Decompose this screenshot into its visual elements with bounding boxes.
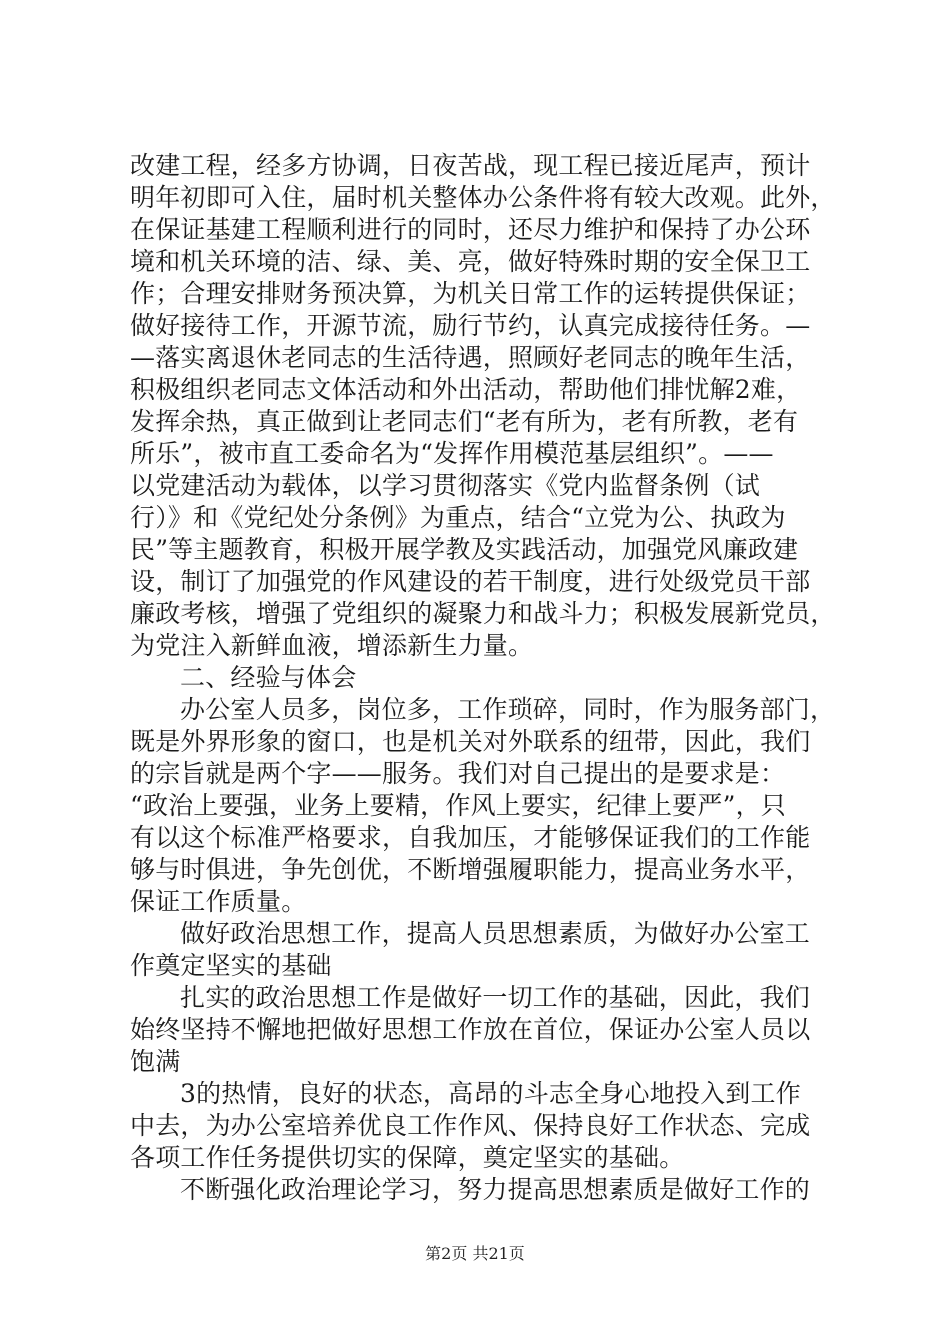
text-line: 作；合理安排财务预决算，为机关日常工作的运转提供保证； [130, 279, 811, 308]
text-line: 饱满 [130, 1047, 181, 1076]
page-number-label: 第2页 共21页 [425, 1244, 525, 1263]
text-line: 既是外界形象的窗口，也是机关对外联系的纽带，因此，我们 [130, 727, 811, 756]
text-line: 境和机关环境的洁、绿、美、亮，做好特殊时期的安全保卫工 [130, 247, 811, 276]
page-footer [0, 1244, 950, 1264]
text-line: 的宗旨就是两个字——服务。我们对自己提出的是要求是： [130, 759, 786, 788]
text-line: 行）》和《党纪处分条例》为重点，结合“立党为公、执政为 [130, 503, 786, 532]
text-line: 为党注入新鲜血液，增添新生力量。 [130, 631, 534, 660]
text-line: 不断强化政治理论学习，努力提高思想素质是做好工作的 [180, 1175, 811, 1204]
text-line: 做好政治思想工作，提高人员思想素质，为做好办公室工 [180, 919, 811, 948]
text-line: 二、经验与体会 [180, 663, 357, 692]
text-line: 够与时俱进，争先创优，不断增强履职能力，提高业务水平， [130, 855, 811, 884]
text-line: 中去，为办公室培养优良工作作风、保持良好工作状态、完成 [130, 1111, 811, 1140]
text-line: 设，制订了加强党的作风建设的若干制度，进行处级党员干部 [130, 567, 811, 596]
text-line: 民”等主题教育，积极开展学教及实践活动，加强党风廉政建 [130, 535, 799, 564]
text-line: 各项工作任务提供切实的保障，奠定坚实的基础。 [130, 1143, 685, 1172]
text-line: 始终坚持不懈地把做好思想工作放在首位，保证办公室人员以 [130, 1015, 811, 1044]
text-line: 作奠定坚实的基础 [130, 951, 332, 980]
text-line: —落实离退休老同志的生活待遇，照顾好老同志的晚年生活， [130, 343, 811, 372]
text-line: 在保证基建工程顺利进行的同时，还尽力维护和保持了办公环 [130, 215, 811, 244]
text-line: 以党建活动为载体，以学习贯彻落实《党内监督条例（试 [130, 471, 761, 500]
text-line: 扎实的政治思想工作是做好一切工作的基础，因此，我们 [180, 983, 811, 1012]
text-line: 保证工作质量。 [130, 887, 307, 916]
text-line: 发挥余热，真正做到让老同志们“老有所为，老有所教，老有 [130, 407, 799, 436]
text-line: 所乐”，被市直工委命名为“发挥作用模范基层组织”。—— [130, 439, 774, 468]
document-body [130, 150, 836, 1206]
text-line: 廉政考核，增强了党组织的凝聚力和战斗力；积极发展新党员， [130, 599, 836, 628]
text-line: 3的热情，良好的状态，高昂的斗志全身心地投入到工作 [180, 1079, 801, 1108]
text-line: 办公室人员多，岗位多，工作琐碎，同时，作为服务部门， [180, 695, 836, 724]
text-line: 做好接待工作，开源节流，励行节约，认真完成接待任务。— [130, 311, 811, 340]
text-line: “政治上要强，业务上要精，作风上要实，纪律上要严”，只 [130, 791, 786, 820]
text-line: 改建工程，经多方协调，日夜苦战，现工程已接近尾声，预计 [130, 151, 811, 180]
text-line: 明年初即可入住，届时机关整体办公条件将有较大改观。此外， [130, 183, 836, 212]
text-line: 有以这个标准严格要求，自我加压，才能够保证我们的工作能 [130, 823, 811, 852]
text-line: 积极组织老同志文体活动和外出活动，帮助他们排忧解2难， [130, 375, 802, 404]
